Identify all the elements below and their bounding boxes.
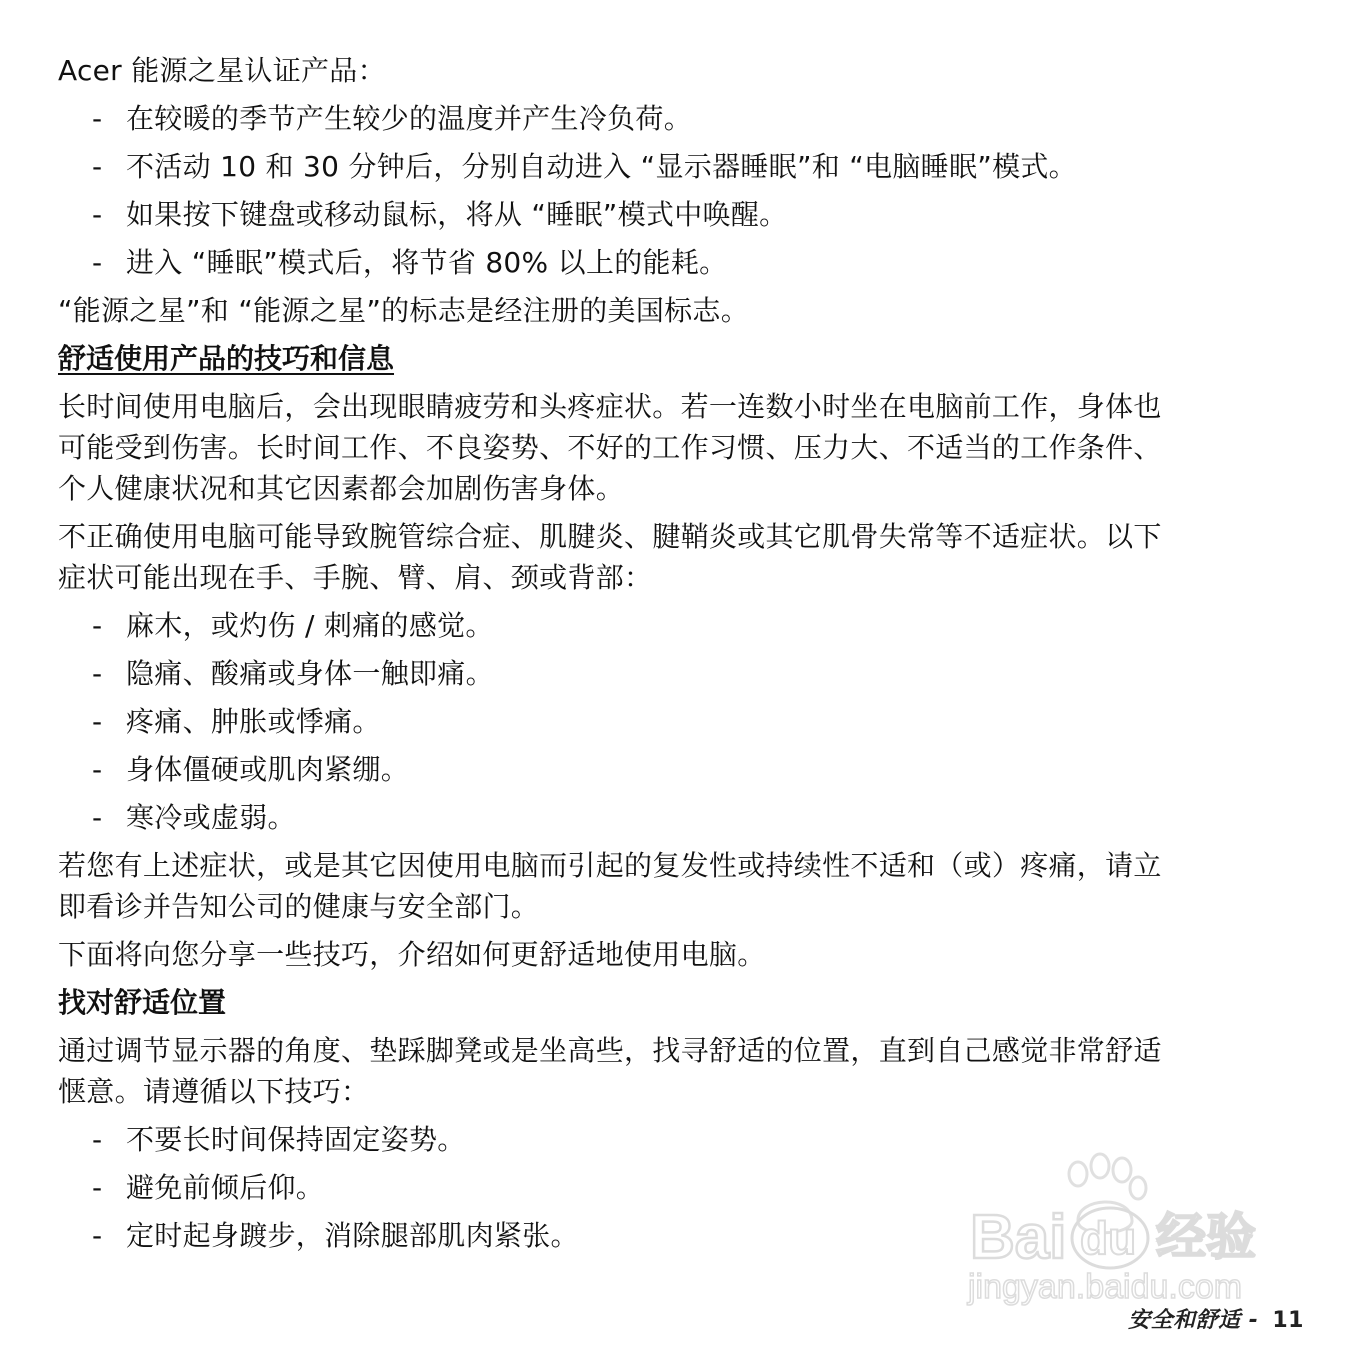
list-item: - 不活动 10 和 30 分钟后，分别自动进入 “显示器睡眠”和 “电脑睡眠”模式。 xyxy=(58,146,1308,187)
list-item: - 不要长时间保持固定姿势。 xyxy=(58,1119,1308,1160)
document-page xyxy=(58,50,1308,1256)
list-item: - 如果按下键盘或移动鼠标，将从 “睡眠”模式中唤醒。 xyxy=(58,194,1308,235)
intro-lead: Acer 能源之星认证产品： xyxy=(58,54,386,87)
section-heading-position: 找对舒适位置 xyxy=(58,986,227,1019)
watermark-brand-du: du xyxy=(1080,1212,1137,1264)
watermark-url: jingyan.baidu.com xyxy=(968,1268,1243,1306)
list-item: - 避免前倾后仰。 xyxy=(58,1167,1308,1208)
dash-bullet-icon: - xyxy=(92,1219,103,1252)
intro-bullet-list xyxy=(58,98,1308,283)
baidu-watermark xyxy=(960,1150,1280,1310)
list-item: - 身体僵硬或肌肉紧绷。 xyxy=(58,749,1308,790)
text-line: 通过调节显示器的角度、垫踩脚凳或是坐高些，找寻舒适的位置，直到自己感觉非常舒适 xyxy=(58,1034,1162,1067)
section-tips-heading-wrap xyxy=(58,331,1308,379)
list-item: - 进入 “睡眠”模式后，将节省 80% 以上的能耗。 xyxy=(58,242,1308,283)
position-paragraph-1 xyxy=(58,1030,1308,1112)
list-item: - 在较暖的季节产生较少的温度并产生冷负荷。 xyxy=(58,98,1308,139)
dash-bullet-icon: - xyxy=(92,753,103,786)
dash-bullet-icon: - xyxy=(92,609,103,642)
tips-paragraph-4: 下面将向您分享一些技巧，介绍如何更舒适地使用电脑。 xyxy=(58,938,766,971)
footer-section-title: 安全和舒适 - xyxy=(1128,1308,1259,1333)
dash-bullet-icon: - xyxy=(92,198,103,231)
dash-bullet-icon: - xyxy=(92,150,103,183)
tips-paragraph-2 xyxy=(58,516,1308,598)
dash-bullet-icon: - xyxy=(92,102,103,135)
text-line: 惬意。请遵循以下技巧： xyxy=(58,1075,370,1108)
list-item: - 麻木，或灼伤 / 刺痛的感觉。 xyxy=(58,605,1308,646)
text-line: 个人健康状况和其它因素都会加剧伤害身体。 xyxy=(58,472,625,505)
watermark-brand: Bai xyxy=(970,1203,1067,1272)
section-heading-tips: 舒适使用产品的技巧和信息 xyxy=(58,342,395,375)
dash-bullet-icon: - xyxy=(92,1123,103,1156)
dash-bullet-icon: - xyxy=(92,801,103,834)
trademark-note: “能源之星”和 “能源之星”的标志是经注册的美国标志。 xyxy=(58,294,750,327)
page-footer xyxy=(1128,1303,1304,1334)
tips-paragraph-1 xyxy=(58,386,1308,509)
list-item: - 疼痛、肿胀或悸痛。 xyxy=(58,701,1308,742)
dash-bullet-icon: - xyxy=(92,657,103,690)
list-item: - 寒冷或虚弱。 xyxy=(58,797,1308,838)
dash-bullet-icon: - xyxy=(92,705,103,738)
section-position-heading-wrap xyxy=(58,975,1308,1023)
footer-page-number: 11 xyxy=(1272,1308,1304,1333)
list-item: - 隐痛、酸痛或身体一触即痛。 xyxy=(58,653,1308,694)
watermark-du-badge xyxy=(1072,1208,1148,1268)
text-line: 即看诊并告知公司的健康与安全部门。 xyxy=(58,890,540,923)
symptom-list xyxy=(58,605,1308,838)
text-line: 可能受到伤害。长时间工作、不良姿势、不好的工作习惯、压力大、不适当的工作条件、 xyxy=(58,431,1162,464)
list-item: - 定时起身踱步，消除腿部肌肉紧张。 xyxy=(58,1215,1308,1256)
text-line: 若您有上述症状，或是其它因使用电脑而引起的复发性或持续性不适和（或）疼痛，请立 xyxy=(58,849,1162,882)
dash-bullet-icon: - xyxy=(92,246,103,279)
watermark-suffix: 经验 xyxy=(1156,1208,1256,1266)
tips-paragraph-3 xyxy=(58,845,1308,927)
text-line: 不正确使用电脑可能导致腕管综合症、肌腱炎、腱鞘炎或其它肌骨失常等不适症状。以下 xyxy=(58,520,1162,553)
text-line: 长时间使用电脑后，会出现眼睛疲劳和头疼症状。若一连数小时坐在电脑前工作，身体也 xyxy=(58,390,1162,423)
dash-bullet-icon: - xyxy=(92,1171,103,1204)
text-line: 症状可能出现在手、手腕、臂、肩、颈或背部： xyxy=(58,561,653,594)
